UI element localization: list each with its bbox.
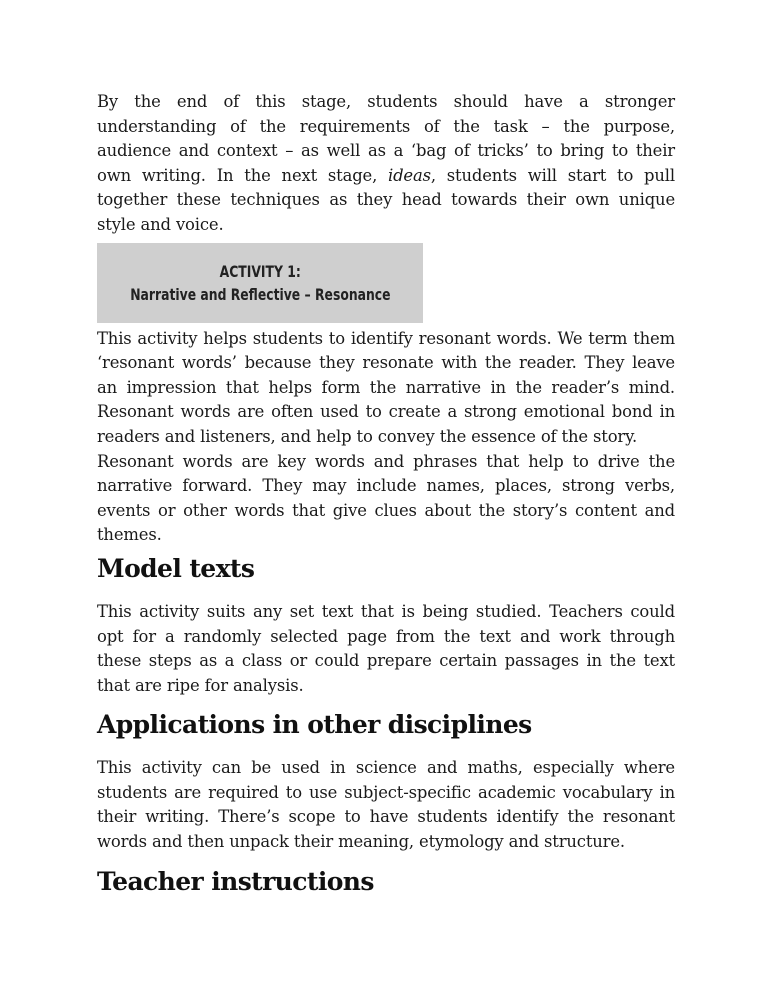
applications-paragraph: This activity can be used in science and maths, especially where students are required to use subject-specific academic vocabulary in their writing. There’s scope to have students identify the resonant words and then unpack their meaning, etymology and structure. <box>97 758 675 852</box>
intro-italic-term: ideas <box>388 165 431 185</box>
resonance-paragraph-2: Resonant words are key words and phrases that help to drive the narrative forward. They may include names, places, strong verbs, events or other words that give clues about the story’s content and themes. <box>97 451 675 545</box>
teacher-instructions-heading: Teacher instructions <box>97 866 374 896</box>
intro-text-start: By the end of this stage, students should have a stronger understanding of the requirements of the task – the purpose, audience and context – as well as a ‘bag of tricks’ to bring to their own writing. In the next stage, <box>97 92 675 185</box>
activity-title-box <box>97 243 423 323</box>
resonance-paragraph-1: This activity helps students to identify resonant words. We term them ‘resonant words’ because they resonate with the reader. They leave an impression that helps form the narrative in the reader’s mind. Resonant words are often used to create a strong emotional bond in readers and listeners, and help to convey the essence of the story. <box>97 328 675 446</box>
page-content <box>97 90 675 913</box>
intro-paragraph <box>97 90 675 238</box>
model-texts-paragraph: This activity suits any set text that is being studied. Teachers could opt for a randomly selected page from the text and work through these steps as a class or could prepare certain passages in the text that are ripe for analysis. <box>97 601 675 695</box>
applications-heading: Applications in other disciplines <box>97 710 532 740</box>
intro-text-end: , students will start to pull together these techniques as they head towards their own unique style and voice. <box>97 165 675 234</box>
activity-title: Narrative and Reflective – Resonance <box>129 284 391 304</box>
activity-number: ACTIVITY 1: <box>219 261 301 281</box>
model-texts-heading: Model texts <box>97 553 255 583</box>
